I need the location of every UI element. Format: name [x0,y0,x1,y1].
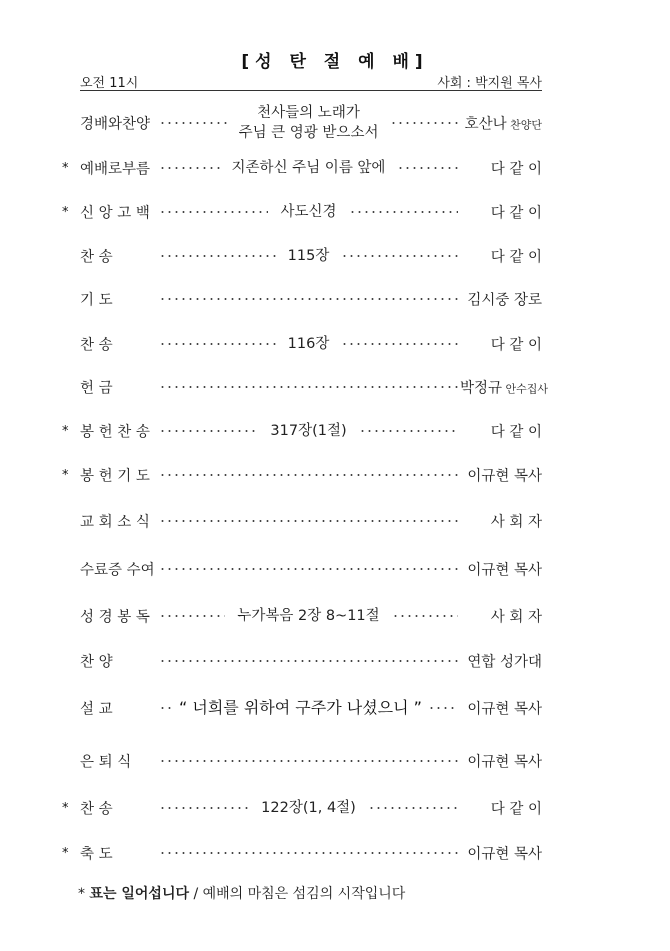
standing-mark: * [62,424,69,440]
item-name: 교 회 소 식 [80,514,150,531]
leader-dots [159,298,458,300]
order-item [55,148,542,188]
item-person: 다 같 이 [490,249,542,266]
leader-dots [159,386,458,388]
item-name: 찬 송 [80,249,113,266]
order-item [55,741,542,781]
item-person [460,377,549,398]
item-name: 찬 양 [80,654,113,671]
sermon-title: “ 너희를 위하여 구주가 나셨으니 ” [179,698,422,717]
leader-dots [159,122,227,124]
leader-dots [159,707,173,709]
footer-bold-text: 표는 일어섭니다 [89,886,189,902]
item-person: 이규현 목사 [467,754,542,771]
order-item [55,236,542,276]
item-content: 317장(1절) [270,423,347,439]
item-name: 예배로부름 [80,161,151,178]
leader-dots [159,211,268,213]
order-item [55,641,542,681]
leader-dots [359,430,458,432]
item-person: 연합 성가대 [467,654,542,671]
item-name: 설 교 [80,701,113,718]
item-person: 사 회 자 [490,609,542,626]
leader-dots [159,167,220,169]
item-person: 이규현 목사 [467,701,542,718]
order-item [55,833,542,873]
service-host: 사회 : 박지원 목사 [437,76,542,91]
item-name: 축 도 [80,846,113,863]
person-name: 박정규 [460,380,503,397]
item-person: 이규현 목사 [467,562,542,579]
leader-dots [159,255,276,257]
leader-dots [159,430,258,432]
standing-mark: * [62,205,69,221]
item-person: 다 같 이 [490,424,542,441]
item-content: 사도신경 [280,204,337,220]
order-item [55,788,542,828]
leader-dots [159,760,458,762]
leader-dots [392,615,458,617]
person-role: 찬양단 [506,118,542,132]
item-name: 성 경 봉 독 [80,609,150,626]
item-person: 다 같 이 [490,801,542,818]
order-item [55,549,542,589]
item-person [460,113,542,134]
leader-dots [159,852,458,854]
item-name: 봉 헌 기 도 [80,468,150,485]
item-person: 다 같 이 [490,337,542,354]
item-person: 다 같 이 [490,161,542,178]
order-item [55,688,542,728]
item-person: 이규현 목사 [467,468,542,485]
order-item [55,367,549,407]
person-name: 호산나 [464,116,507,133]
item-name: 수료증 수여 [80,562,155,579]
item-person: 사 회 자 [490,514,542,531]
item-name: 찬 송 [80,337,113,354]
order-item [55,324,542,364]
order-item [55,98,542,148]
page-title: [성 탄 절 예 배] [241,52,429,72]
leader-dots [159,660,458,662]
leader-dots [390,122,458,124]
item-name: 봉 헌 찬 송 [80,424,150,441]
item-name: 헌 금 [80,380,113,397]
item-content [227,103,391,143]
item-content: 지존하신 주님 이름 앞에 [231,160,386,176]
footer-note [78,883,405,903]
item-person: 이규현 목사 [467,846,542,863]
leader-dots [159,520,458,522]
order-item [55,411,542,451]
item-person: 다 같 이 [490,205,542,222]
item-content-line-1: 천사들의 노래가 [257,105,360,121]
item-name: 경배와찬양 [80,116,151,133]
order-item [55,455,542,495]
item-content: 115장 [287,248,330,264]
leader-dots [428,707,458,709]
leader-dots [159,807,249,809]
leader-dots [159,568,458,570]
item-content-line-2: 주님 큰 영광 받으소서 [238,125,379,141]
leader-dots [397,167,458,169]
standing-mark: * [62,161,69,177]
leader-dots [159,343,276,345]
item-content: 116장 [287,336,330,352]
order-item [55,279,542,319]
item-content: 122장(1, 4절) [261,800,356,816]
item-content: 누가복음 2장 8~11절 [237,608,380,624]
standing-mark: * [62,801,69,817]
standing-mark: * [62,846,69,862]
item-name: 신 앙 고 백 [80,205,150,222]
standing-mark: * [78,886,85,902]
leader-dots [349,211,458,213]
leader-dots [368,807,458,809]
service-time: 오전 11시 [80,76,139,91]
service-meta [80,72,542,91]
order-item [55,596,542,636]
item-name: 찬 송 [80,801,113,818]
item-name: 기 도 [80,292,113,309]
leader-dots [159,474,458,476]
person-role: 안수집사 [502,382,549,396]
order-item [55,192,542,232]
standing-mark: * [62,468,69,484]
leader-dots [341,343,458,345]
leader-dots [159,615,225,617]
leader-dots [341,255,458,257]
order-item [55,501,542,541]
footer-text: / 예배의 마침은 섬김의 시작입니다 [189,886,406,902]
item-person: 김시중 장로 [467,292,542,309]
item-name: 은 퇴 식 [80,754,132,771]
